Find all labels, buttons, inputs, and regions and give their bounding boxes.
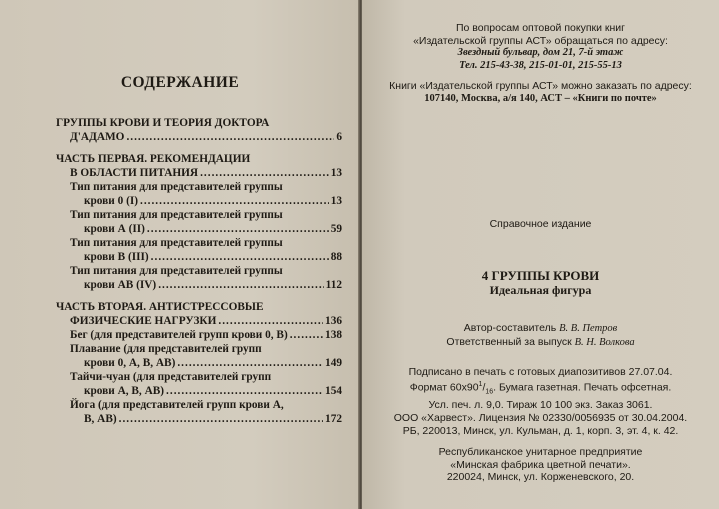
toc-entry-text: Бег (для представителей групп крови 0, В) xyxy=(70,329,288,341)
editor-label: Ответственный за выпуск xyxy=(446,335,572,348)
toc-entry-text: Тип питания для представителей группы xyxy=(70,237,283,249)
table-of-contents xyxy=(56,116,342,426)
toc-entry-text: крови А (II) xyxy=(84,223,145,235)
license-info xyxy=(362,412,719,437)
author-line xyxy=(362,322,719,336)
toc-entry-text: крови 0 (I) xyxy=(84,195,138,207)
edition-type: Справочное издание xyxy=(489,218,592,230)
toc-entry xyxy=(56,398,342,426)
toc-page-number: 13 xyxy=(330,167,342,179)
toc-page-number: 154 xyxy=(325,385,342,397)
editor-name: В. Н. Волкова xyxy=(574,336,635,348)
wholesale-address: Звездный бульвар, дом 21, 7-й этаж xyxy=(457,47,624,58)
printer-line-3: 220024, Минск, ул. Корженевского, 20. xyxy=(446,471,635,483)
wholesale-line-1: По вопросам оптовой покупки книг xyxy=(456,22,625,34)
toc-entry-text: Тайчи-чуан (для представителей групп xyxy=(70,371,272,383)
printer-info xyxy=(362,446,719,484)
printer-line-1: Республиканское унитарное предприятие xyxy=(438,446,643,458)
toc-leader-dots xyxy=(126,130,334,144)
toc-leader-dots xyxy=(290,328,323,342)
toc-leader-dots xyxy=(151,250,329,264)
toc-leader-dots xyxy=(200,166,329,180)
toc-entry-text: крови 0, А, В, АВ) xyxy=(84,357,176,369)
print-format-sub: 16 xyxy=(485,388,494,396)
toc-entry-text: ЧАСТЬ ВТОРАЯ. АНТИСТРЕССОВЫЕ xyxy=(56,301,264,313)
toc-entry xyxy=(56,208,342,236)
right-page-imprint xyxy=(362,0,719,509)
order-info xyxy=(362,80,719,105)
toc-leader-dots xyxy=(177,356,323,370)
license-line-1: ООО «Харвест». Лицензия № 02330/0056935 от 30.04.2004. xyxy=(393,412,688,424)
toc-entry-text: Тип питания для представителей группы xyxy=(70,181,283,193)
toc-entry-text: крови АВ (IV) xyxy=(84,279,157,291)
print-info xyxy=(362,366,719,411)
order-line-2: 107140, Москва, а/я 140, АСТ – «Книги по почте» xyxy=(424,92,657,104)
editor-line xyxy=(362,336,719,350)
print-line-2: Формат $60х90^1/_{16}$. Бумага газетная. Печать офсетная. xyxy=(409,380,672,396)
author-label: Автор-составитель xyxy=(463,322,557,334)
toc-entry xyxy=(56,236,342,264)
toc-entry-text: В, АВ) xyxy=(84,413,117,425)
toc-entry xyxy=(56,328,342,342)
toc-leader-dots xyxy=(166,384,323,398)
toc-entry xyxy=(56,342,342,370)
printer-line-2: «Минская фабрика цветной печати». xyxy=(450,458,631,471)
license-line-2: РБ, 220013, Минск, ул. Кульман, д. 1, корп. 3, эт. 4, к. 42. xyxy=(402,424,679,437)
wholesale-line-2: «Издательской группы АСТ» обращаться по адресу: xyxy=(413,34,668,47)
wholesale-phone: Тел. 215-43-38, 215-01-01, 215-55-13 xyxy=(459,59,622,71)
toc-entry-text: ЧАСТЬ ПЕРВАЯ. РЕКОМЕНДАЦИИ xyxy=(56,153,251,165)
book-title: 4 ГРУППЫ КРОВИ xyxy=(481,268,600,283)
order-line-1: Книги «Издательской группы АСТ» можно заказать по адресу: xyxy=(389,80,692,92)
toc-page-number: 149 xyxy=(325,357,342,369)
contents-title: СОДЕРЖАНИЕ xyxy=(120,74,240,91)
toc-entry-text: В ОБЛАСТИ ПИТАНИЯ xyxy=(70,167,199,179)
toc-page-number: 6 xyxy=(336,131,342,143)
toc-entry-text: ГРУППЫ КРОВИ И ТЕОРИЯ ДОКТОРА xyxy=(56,117,270,129)
author-name: В. В. Петров xyxy=(559,323,618,334)
credits xyxy=(362,322,719,349)
toc-leader-dots xyxy=(158,278,323,292)
toc-page-number: 136 xyxy=(325,315,342,327)
toc-entry-text: Плавание (для представителей групп xyxy=(70,343,262,355)
toc-leader-dots xyxy=(119,412,323,426)
print-line-1: Подписано в печать с готовых диапозитивов 27.07.04. xyxy=(408,366,673,378)
wholesale-info xyxy=(362,22,719,72)
toc-entry-text: ФИЗИЧЕСКИЕ НАГРУЗКИ xyxy=(70,315,217,327)
toc-page-number: 13 xyxy=(330,195,342,207)
toc-entry-text: Тип питания для представителей группы xyxy=(70,209,283,221)
book-subtitle: Идеальная фигура xyxy=(489,283,592,297)
toc-entry xyxy=(56,264,342,292)
toc-leader-dots xyxy=(218,314,323,328)
print-format-sup: 1 xyxy=(478,380,483,388)
toc-entry xyxy=(56,300,342,328)
toc-leader-dots xyxy=(147,222,329,236)
toc-entry xyxy=(56,180,342,208)
toc-page-number: 172 xyxy=(325,413,342,425)
toc-leader-dots xyxy=(140,194,329,208)
toc-page-number: 112 xyxy=(325,279,342,291)
toc-entry-text: Д'АДАМО xyxy=(70,131,125,143)
toc-entry xyxy=(56,116,342,144)
print-line-3: Усл. печ. л. 9,0. Тираж 10 100 экз. Заказ 3061. xyxy=(428,398,653,411)
print-paper: . Бумага газетная. Печать офсетная. xyxy=(493,381,672,393)
toc-page-number: 88 xyxy=(330,251,342,263)
book-title-block xyxy=(362,268,719,298)
toc-entry xyxy=(56,152,342,180)
toc-page-number: 59 xyxy=(330,223,342,235)
print-format: Формат 60х90 xyxy=(409,381,479,393)
toc-entry-text: крови А, В, АВ) xyxy=(84,385,165,397)
toc-entry-text: Тип питания для представителей группы xyxy=(70,265,283,277)
toc-entry-text: крови В (III) xyxy=(84,251,149,263)
toc-entry-text: Йога (для представителей групп крови А, xyxy=(70,399,284,411)
toc-page-number: 138 xyxy=(325,329,342,341)
toc-entry xyxy=(56,370,342,398)
